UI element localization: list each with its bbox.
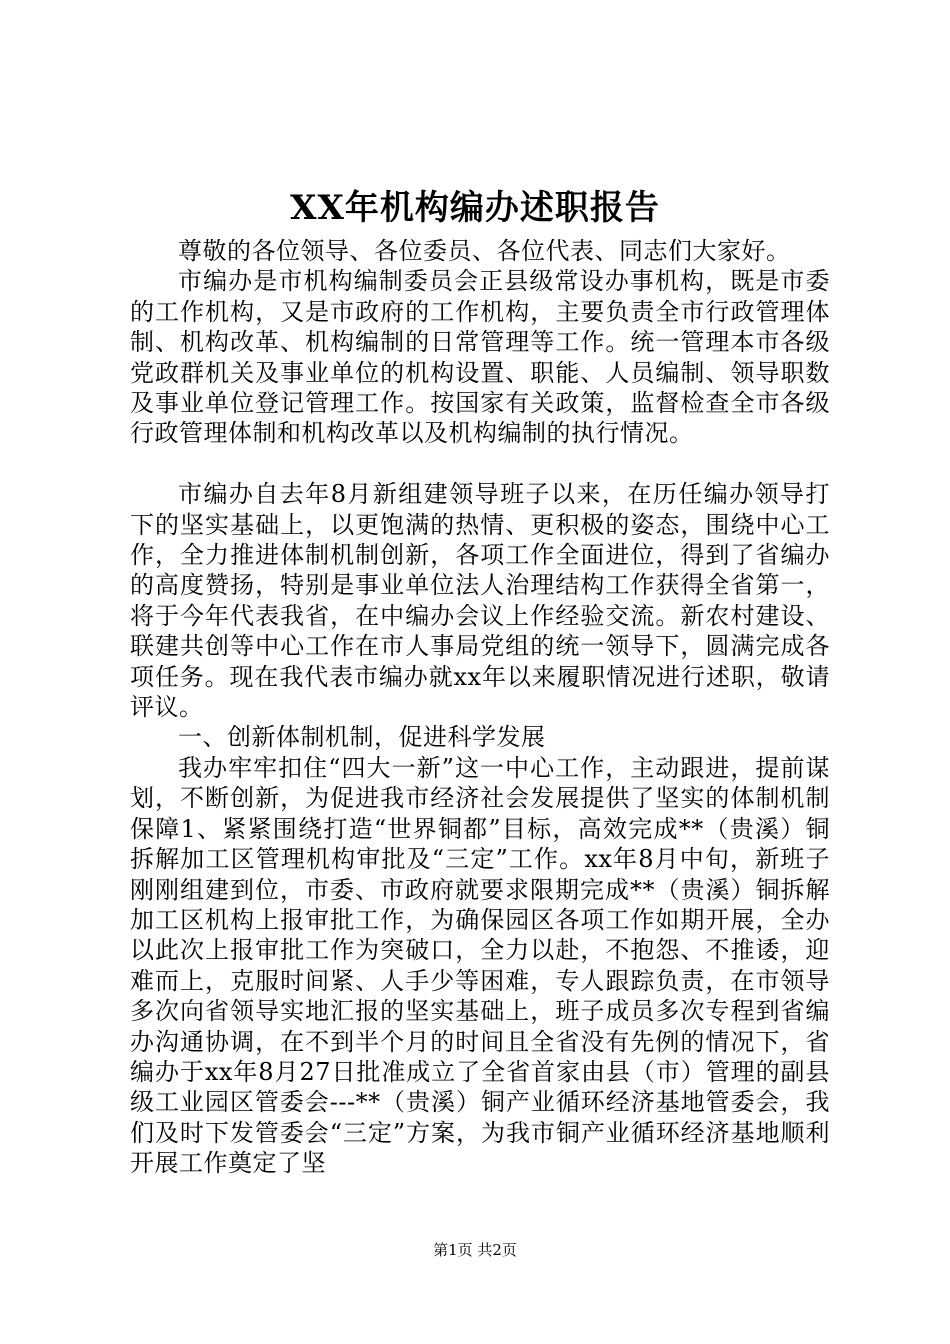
greeting-paragraph: 尊敬的各位领导、各位委员、各位代表、同志们大家好。 (178, 237, 791, 265)
page-number-footer: 第1页 共2页 (433, 1241, 517, 1259)
document-title: XX年机构编办述职报告 (290, 188, 660, 228)
section-heading: 一、创新体制机制，促进科学发展 (178, 723, 546, 752)
intro-paragraph: 市编办是市机构编制委员会正县级常设办事机构，既是市委的工作机构，又是市政府的工作机构，主要负责全市行政管理体制、机构改革、机构编制的日常管理等工作。统一管理本市各级党政群机关及事业单位的机构设置、职能、人员编制、领导职数及事业单位登记管理工作。按国家有关政策，监督检查全市各级行政管理体制和机构改革以及机构编制的执行情况。 (130, 267, 830, 448)
summary-paragraph: 市编办自去年8月新组建领导班子以来，在历任编办领导打下的坚实基础上，以更饱满的热情、更积极的姿态，围绕中心工作，全力推进体制机制创新，各项工作全面进位，得到了省编办的高度赞扬，特别是事业单位法人治理结构工作获得全省第一，将于今年代表我省，在中编办会议上作经验交流。新农村建设、联建共创等中心工作在市人事局党组的统一领导下，圆满完成各项任务。现在我代表市编办就xx年以来履职情况进行述职，敬请评议。 (130, 480, 830, 722)
section-paragraph: 我办牢牢扣住“四大一新”这一中心工作，主动跟进，提前谋划，不断创新，为促进我市经济社会发展提供了坚实的体制机制保障1、紧紧围绕打造“世界铜都”目标，高效完成**（贵溪）铜拆解加工区管理机构审批及“三定”工作。xx年8月中旬，新班子刚刚组建到位，市委、市政府就要求限期完成**（贵溪）铜拆解加工区机构上报审批工作，为确保园区各项工作如期开展，全办以此次上报审批工作为突破口，全力以赴，不抱怨、不推诿，迎难而上，克服时间紧、人手少等困难，专人跟踪负责，在市领导多次向省领导实地汇报的坚实基础上，班子成员多次专程到省编办沟通协调，在不到半个月的时间且全省没有先例的情况下，省编办于xx年8月27日批准成立了全省首家由县（市）管理的副县级工业园区管委会---**（贵溪）铜产业循环经济基地管委会，我们及时下发管委会“三定”方案，为我市铜产业循环经济基地顺利开展工作奠定了坚 (130, 753, 830, 1178)
paragraph-gap (130, 449, 830, 479)
document-body (130, 236, 830, 1179)
